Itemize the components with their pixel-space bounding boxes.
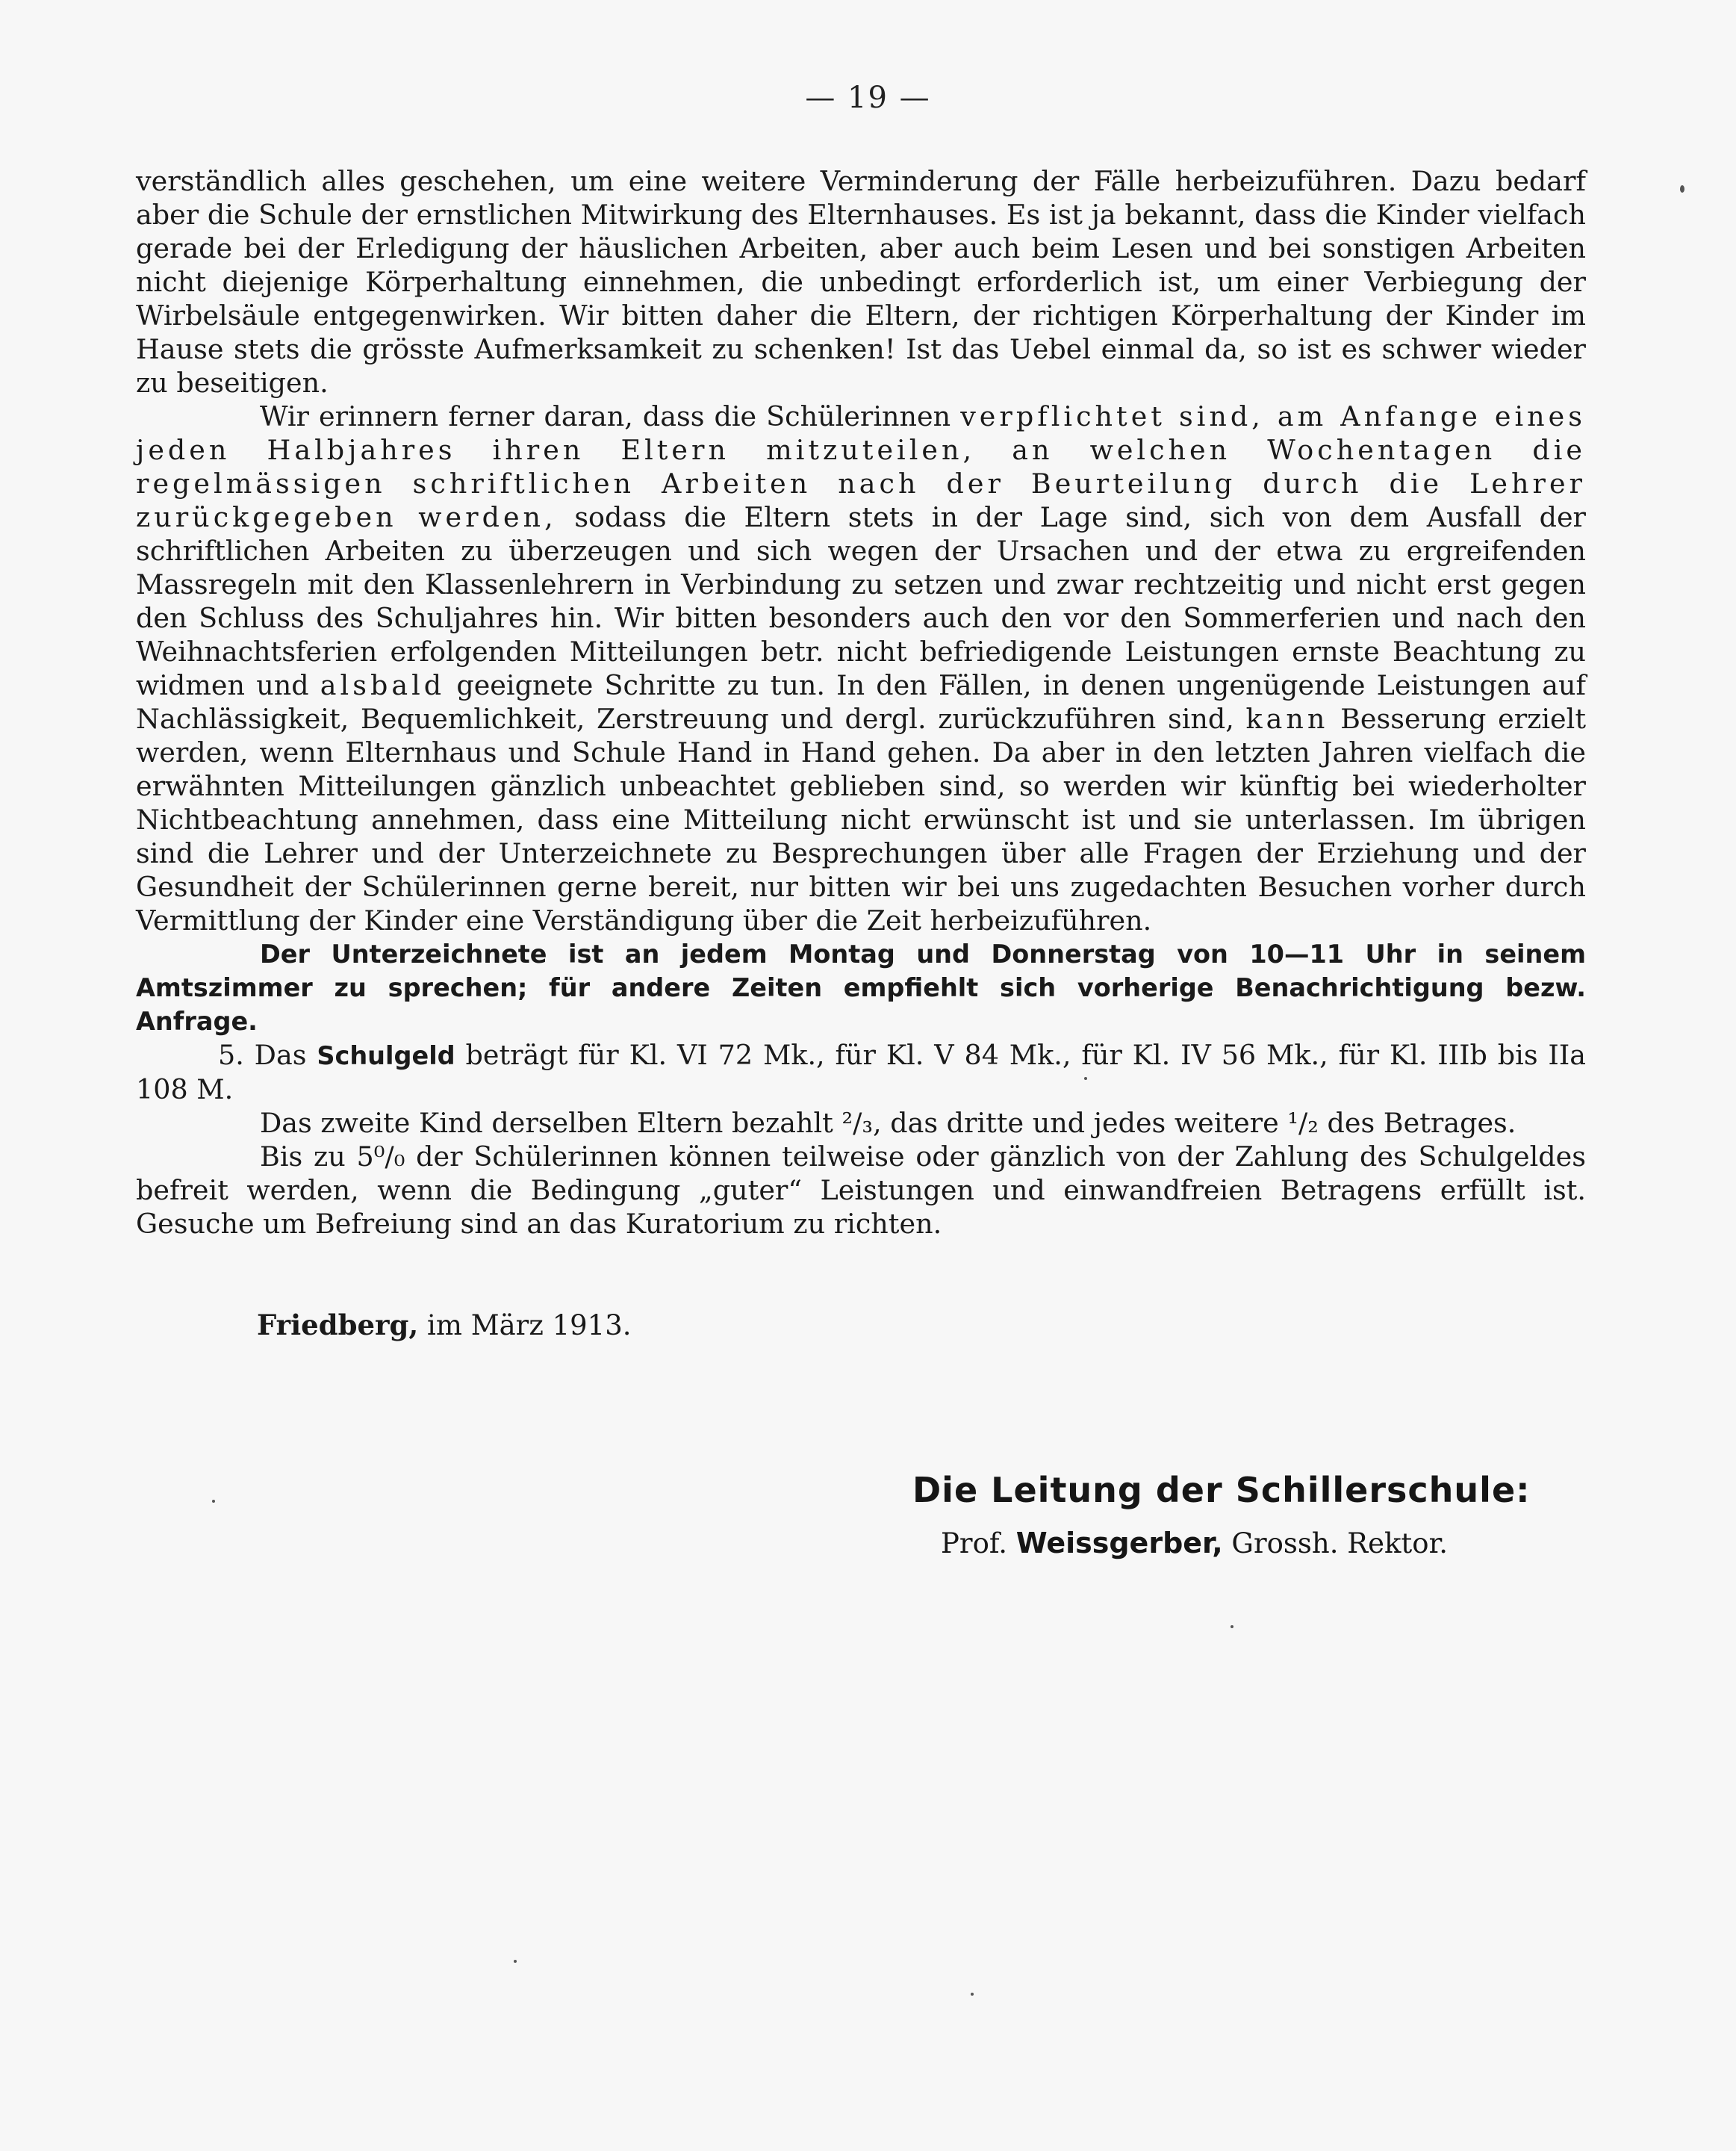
school-fees-text: beträgt für Kl. VI 72 Mk., für Kl. V 84 Mk., für Kl. IV 56 Mk., für Kl. IIIb bis IIa 108 M. — [136, 1039, 1587, 1105]
signature-heading: Die Leitung der Schillerschule: — [912, 1470, 1531, 1510]
emphasis-obligation: verpflichtet sind, am Anfange eines jeden Halbjahres ihren Eltern mitzuteilen, an welchen Wochentagen die regelmässigen schriftlichen Arbeiten nach der Beurteilung durch die Lehrer zurückgegeben werden, — [136, 400, 1587, 533]
paragraph-sibling-discount: Das zweite Kind derselben Eltern bezahlt ²/₃, das dritte und jedes weitere ¹/₂ des Betrages. — [260, 1107, 1516, 1139]
emphasis-alsbald: alsbald — [320, 669, 446, 701]
signature-position: Grossh. Rektor. — [1231, 1527, 1448, 1559]
paragraph-office-hours: Der Unterzeichnete ist an jedem Montag und Donnerstag von 10—11 Uhr in seinem Amtszimmer zu sprechen; für andere Zeiten empfiehlt sich vorherige Benachrichtigung bezw. Anfrage. — [136, 940, 1586, 1036]
paragraph-written-work-end: Besserung erzielt werden, wenn Elternhaus und Schule Hand in Hand gehen. Da aber in den letzten Jahren vielfach die erwähnten Mitteilungen gänzlich unbeachtet geblieben sind, so werden wir künftig bei wiederholter Nichtbeachtung annehmen, dass eine Mitteilung nicht erwünscht ist und sie unterlassen. Im übrigen sind die Lehrer und der Unterzeichnete zu Besprechungen über alle Fragen der Erziehung und der Gesundheit der Schülerinnen gerne bereit, nur bitten wir bei uns zugedachten Besuchen vorher durch Vermittlung der Kinder eine Verständigung über die Zeit herbeizuführen. — [136, 703, 1586, 937]
paragraph-written-work-middle: sodass die Eltern stets in der Lage sind, sich von dem Ausfall der schriftlichen Arbeiten zu überzeugen und sich wegen der Ursachen und der etwa zu ergreifenden Massregeln mit den Klassenlehrern in Verbindung zu setzen und zwar rechtzeitig und nicht erst gegen den Schluss des Schuljahres hin. Wir bitten besonders auch den vor den Sommerferien und nach den Weihnachtsferien erfolgenden Mitteilungen betr. nicht befriedigende Leistungen ernste Beachtung zu widmen und — [136, 501, 1586, 701]
signature-name-line — [912, 1527, 1584, 1559]
paragraph-written-work — [136, 400, 1586, 937]
document-body — [136, 164, 1586, 1241]
paragraph-posture: verständlich alles geschehen, um eine weitere Verminderung der Fälle herbeizuführen. Dazu bedarf aber die Schule der ernstlichen Mitwirkung des Elternhauses. Es ist ja bekannt, dass die Kinder vielfach gerade bei der Erledigung der häuslichen Arbeiten, aber auch beim Lesen und bei sonstigen Arbeiten nicht diejenige Körperhaltung einnehmen, die unbedingt erforderlich ist, um einer Verbiegung der Wirbelsäule entgegenwirken. Wir bitten daher die Eltern, der richtigen Körperhaltung der Kinder im Hause stets die grösste Aufmerksamkeit zu schenken! Ist das Uebel einmal da, so ist es schwer wieder zu beseitigen. — [136, 165, 1586, 399]
scan-speck — [514, 1960, 517, 1963]
paragraph-school-fees — [136, 1038, 1586, 1106]
paragraph-written-work-after: geeignete Schritte zu tun. In den Fällen, in denen ungenügende Leistungen auf Nachlässigkeit, Bequemlichkeit, Zerstreuung und dergl. zurückzuführen sind, — [136, 669, 1586, 735]
dateline-place: Friedberg, — [257, 1309, 419, 1341]
scan-speck — [1231, 1625, 1233, 1628]
scan-speck — [971, 1993, 974, 1996]
dateline — [257, 1309, 632, 1341]
keyword-schulgeld: Schulgeld — [317, 1041, 455, 1070]
signature-block — [912, 1470, 1584, 1559]
paragraph-written-work-intro: Wir erinnern ferner daran, dass die Schülerinnen — [260, 400, 951, 432]
scan-speck — [1680, 185, 1684, 193]
scan-speck — [212, 1500, 215, 1503]
signature-title: Prof. — [941, 1527, 1007, 1559]
paragraph-fee-exemption: Bis zu 5⁰/₀ der Schülerinnen können teilweise oder gänzlich von der Zahlung des Schulgeldes befreit werden, wenn die Bedingung „guter“ Leistungen und einwandfreien Betragens erfüllt ist. Gesuche um Befreiung sind an das Kuratorium zu richten. — [136, 1140, 1586, 1240]
dateline-date: im März 1913. — [427, 1309, 632, 1341]
scan-speck — [1084, 1077, 1087, 1080]
page-number: — 19 — — [805, 81, 931, 115]
emphasis-kann: kann — [1245, 703, 1329, 735]
signature-surname: Weissgerber, — [1015, 1527, 1223, 1559]
item-number: 5. Das — [218, 1039, 307, 1071]
